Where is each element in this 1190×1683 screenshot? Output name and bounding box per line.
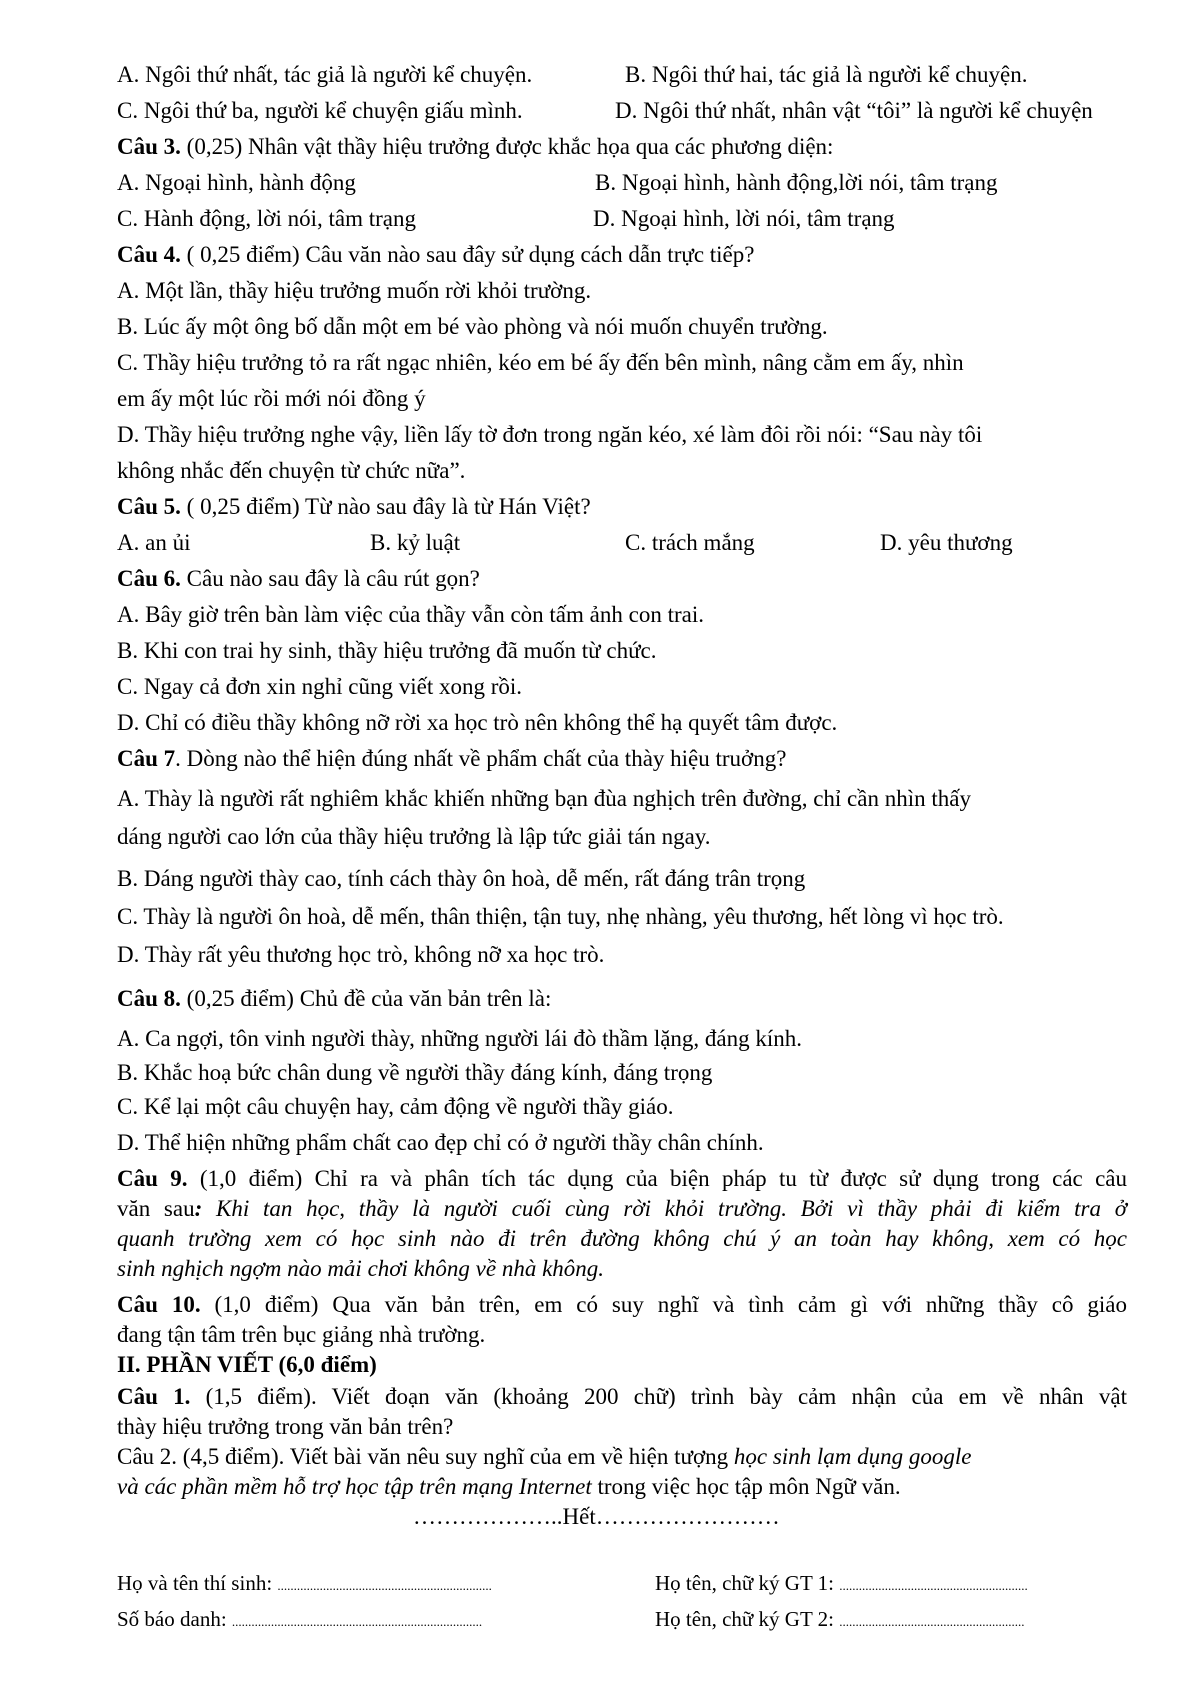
q9-line3: quanh trường xem có học sinh nào đi trên đường không chú ý an toàn hay không, xem có học (117, 1226, 1127, 1251)
candidate-number-label: Số báo danh: (117, 1607, 232, 1631)
part2-q2-line1-italic: học sinh lạm dụng google (733, 1444, 972, 1469)
q3-text: (0,25) Nhân vật thầy hiệu trưởng được khắc họa qua các phương diện: (180, 134, 834, 159)
q7-text: . Dòng nào thể hiện đúng nhất về phẩm chất của thày hiệu truởng? (175, 746, 787, 771)
q8-option-a: A. Ca ngợi, tôn vinh người thày, những người lái đò thầm lặng, đáng kính. (117, 1026, 803, 1051)
q4-option-c-line2: em ấy một lúc rồi mới nói đồng ý (117, 386, 426, 411)
part2-q1-label: Câu 1. (117, 1384, 191, 1409)
q7-label: Câu 7 (117, 746, 176, 771)
supervisor1-label: Họ tên, chữ ký GT 1: (655, 1571, 840, 1595)
part2-q2-line2-plain: trong việc học tập môn Ngữ văn. (591, 1474, 901, 1499)
q4-label: Câu 4. (117, 242, 181, 267)
q7-option-c: C. Thày là người ôn hoà, dễ mến, thân thiện, tận tuy, nhẹ nhàng, yêu thương, hết lòng vì học trò. (117, 904, 1004, 929)
q4-question (117, 240, 754, 270)
part2-q2-line1 (117, 1442, 972, 1472)
q7-option-a-line2: dáng người cao lớn của thầy hiệu trưởng là lập tức giải tán ngay. (117, 824, 711, 849)
q3-question (117, 132, 833, 162)
q9-label: Câu 9. (117, 1166, 188, 1191)
q3-option-c: C. Hành động, lời nói, tâm trạng (117, 206, 416, 231)
q5-text: ( 0,25 điểm) Từ nào sau đây là từ Hán Việt? (180, 494, 591, 519)
candidate-number-field (117, 1604, 482, 1637)
q3-option-b: B. Ngoại hình, hành động,lời nói, tâm trạng (595, 170, 998, 195)
q6-text: Câu nào sau đây là câu rút gọn? (180, 566, 480, 591)
part2-q2-line2-italic: và các phần mềm hỗ trợ học tập trên mạng Internet (117, 1474, 592, 1499)
q4-option-c-line1: C. Thầy hiệu trưởng tỏ ra rất ngạc nhiên, kéo em bé ấy đến bên mình, nâng cằm em ấy, nhìn (117, 350, 964, 375)
part2-q2-line1-plain: Câu 2. (4,5 điểm). Viết bài văn nêu suy nghĩ của em về hiện tượng (117, 1444, 734, 1469)
q5-option-b: B. kỷ luật (370, 530, 461, 555)
q5-question (117, 492, 591, 522)
q2-option-b: B. Ngôi thứ hai, tác giả là người kể chuyện. (625, 62, 1028, 87)
q7-option-d: D. Thày rất yêu thương học trò, không nỡ xa học trò. (117, 942, 605, 967)
q8-label: Câu 8. (117, 986, 181, 1011)
candidate-name-dots: .................................................................. (277, 1578, 492, 1593)
part2-heading: II. PHẦN VIẾT (6,0 điểm) (117, 1352, 377, 1377)
supervisor2-field (655, 1604, 1024, 1637)
q6-option-d: D. Chỉ có điều thầy không nỡ rời xa học trò nên không thể hạ quyết tâm được. (117, 710, 838, 735)
q5-option-d: D. yêu thương (880, 530, 1013, 555)
q8-question (117, 984, 551, 1014)
q6-question (117, 564, 480, 594)
q9-line2-colon: : (194, 1196, 203, 1221)
q5-label: Câu 5. (117, 494, 181, 519)
candidate-number-dots: ............................................................................. (231, 1614, 483, 1629)
q9-line1 (117, 1164, 1127, 1194)
q4-option-d-line1: D. Thầy hiệu trưởng nghe vậy, liền lấy tờ đơn trong ngăn kéo, xé làm đôi rồi nói: “Sau này tôi (117, 422, 983, 447)
candidate-name-label: Họ và tên thí sinh: (117, 1571, 278, 1595)
q4-option-b: B. Lúc ấy một ông bố dẫn một em bé vào phòng và nói muốn chuyển trường. (117, 314, 828, 339)
supervisor1-field (655, 1568, 1028, 1601)
end-marker: ………………..Hết…………………… (413, 1504, 780, 1529)
q5-option-c: C. trách mắng (625, 530, 755, 555)
q9-line1-text: (1,0 điểm) Chỉ ra và phân tích tác dụng của biện pháp tu từ được sử dụng trong các câu (187, 1166, 1127, 1191)
part2-q1-line2: thày hiệu trưởng trong văn bản trên? (117, 1414, 454, 1439)
q6-option-b: B. Khi con trai hy sinh, thầy hiệu trưởng đã muốn từ chức. (117, 638, 657, 663)
q4-text: ( 0,25 điểm) Câu văn nào sau đây sử dụng cách dẫn trực tiếp? (180, 242, 755, 267)
q10-label: Câu 10. (117, 1292, 201, 1317)
q5-option-a: A. an ủi (117, 530, 191, 555)
q2-option-d: D. Ngôi thứ nhất, nhân vật “tôi” là người kể chuyện (615, 98, 1093, 123)
part2-q2-line2 (117, 1472, 901, 1502)
q4-option-a: A. Một lần, thầy hiệu trưởng muốn rời khỏi trường. (117, 278, 592, 303)
q8-text: (0,25 điểm) Chủ đề của văn bản trên là: (180, 986, 552, 1011)
q6-label: Câu 6. (117, 566, 181, 591)
q9-line2-italic: Khi tan học, thầy là người cuối cùng rời khỏi trường. Bởi vì thầy phải đi kiểm tra ở (202, 1196, 1127, 1221)
q6-option-a: A. Bây giờ trên bàn làm việc của thầy vẫn còn tấm ảnh con trai. (117, 602, 704, 627)
q6-option-c: C. Ngay cả đơn xin nghỉ cũng viết xong rồi. (117, 674, 523, 699)
q10-line1-text: (1,0 điểm) Qua văn bản trên, em có suy nghĩ và tình cảm gì với những thầy cô giáo (200, 1292, 1128, 1317)
q7-question (117, 744, 786, 774)
q9-line2 (117, 1194, 1127, 1224)
q3-option-d: D. Ngoại hình, lời nói, tâm trạng (593, 206, 895, 231)
q2-option-c: C. Ngôi thứ ba, người kể chuyện giấu mình. (117, 98, 523, 123)
q7-option-b: B. Dáng người thày cao, tính cách thày ôn hoà, dễ mến, rất đáng trân trọng (117, 866, 806, 891)
q8-option-c: C. Kể lại một câu chuyện hay, cảm động về người thầy giáo. (117, 1094, 674, 1119)
supervisor2-dots: ......................................................... (839, 1614, 1025, 1629)
part2-q1-line1 (117, 1382, 1127, 1412)
q10-line2: đang tận tâm trên bục giảng nhà trường. (117, 1322, 486, 1347)
supervisor2-label: Họ tên, chữ ký GT 2: (655, 1607, 840, 1631)
candidate-name-field (117, 1568, 492, 1601)
q9-line2-plain: văn sau (117, 1196, 195, 1221)
q2-option-a: A. Ngôi thứ nhất, tác giả là người kể chuyện. (117, 62, 533, 87)
supervisor1-dots: .......................................................... (839, 1578, 1028, 1593)
q3-label: Câu 3. (117, 134, 181, 159)
part2-q1-text: (1,5 điểm). Viết đoạn văn (khoảng 200 chữ) trình bày cảm nhận của em về nhân vật (190, 1384, 1128, 1409)
q8-option-d: D. Thể hiện những phẩm chất cao đẹp chỉ có ở người thầy chân chính. (117, 1130, 764, 1155)
q3-option-a: A. Ngoại hình, hành động (117, 170, 356, 195)
q10-line1 (117, 1290, 1127, 1320)
q8-option-b: B. Khắc hoạ bức chân dung về người thầy đáng kính, đáng trọng (117, 1060, 713, 1085)
q4-option-d-line2: không nhắc đến chuyện từ chức nữa”. (117, 458, 466, 483)
q7-option-a-line1: A. Thày là người rất nghiêm khắc khiến những bạn đùa nghịch trên đường, chỉ cần nhìn thấy (117, 786, 971, 811)
q9-line4: sinh nghịch ngợm nào mải chơi không về nhà không. (117, 1256, 605, 1281)
